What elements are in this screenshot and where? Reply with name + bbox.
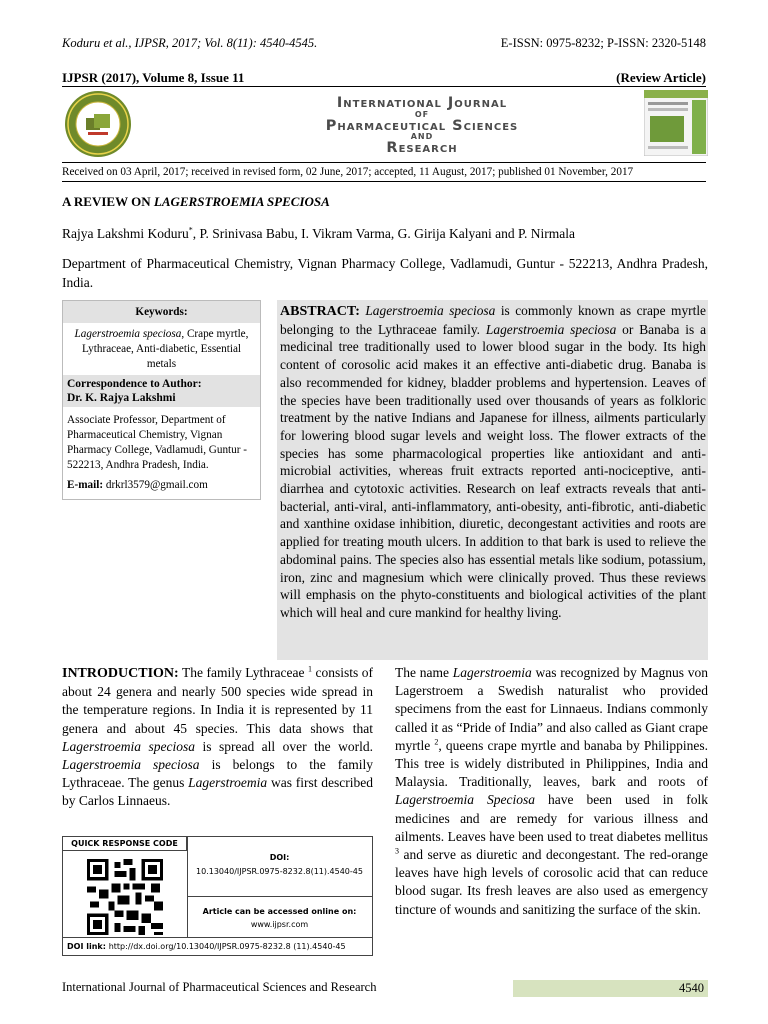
access-url-link[interactable]: www.ijpsr.com <box>250 920 309 929</box>
affiliation: Department of Pharmaceutical Chemistry, Vignan Pharmacy College, Vadlamudi, Guntur - 522213, Andhra Pradesh, India. <box>62 256 708 290</box>
journal-cover-icon <box>644 90 708 156</box>
doi-link[interactable]: http://dx.doi.org/10.13040/IJPSR.0975-8232.8 (11).4540-45 <box>108 942 346 951</box>
doi-link-row: DOI link: http://dx.doi.org/10.13040/IJPSR.0975-8232.8 (11).4540-45 <box>63 937 372 955</box>
correspondence-address: Associate Professor, Department of Pharmaceutical Chemistry, Vignan Pharmacy College, Vadlamudi, Guntur - 522213, Andhra Pradesh, India. <box>67 414 247 471</box>
issn: E-ISSN: 0975-8232; P-ISSN: 2320-5148 <box>500 36 706 50</box>
issue-line <box>62 70 706 86</box>
doi-cell: DOI: 10.13040/IJPSR.0975-8232.8(11).4540-45 <box>187 837 372 897</box>
page-number: 4540 <box>513 980 708 997</box>
correspondence-email: E-mail: drkrl3579@gmail.com <box>67 479 208 491</box>
right-column-text: The name Lagerstroemia was recognized by Magnus von Lagerstroem a Swedish naturalist who provided specimens from the east for Linnaeus. Indians commonly called it as “Pride of India” and also called as Giant crape myrtle $^2$, queens crape myrtle and banaba by Philippines. This tree is widely distributed in Philippines, India and Malaysia. Traditionally, leaves, bark and roots of Lagerstroemia Speciosa have been used in folk medicines and are remedy for various illness and ailments. Leaves have been used to treat diabetes mellitus $^3$ and serve as diuretic and decongestant. The red-orange leaves have high levels of corosolic acid that can reduce blood sugar. Its fresh leaves are also used as emergency tincture of wounds and sanitizing the surface of the skin. <box>395 665 708 917</box>
received-dates: Received on 03 April, 2017; received in revised form, 02 June, 2017; accepted, 11 August, 2017; published 01 November, 2017 <box>62 166 634 178</box>
correspondence-heading: Correspondence to Author: Dr. K. Rajya Lakshmi <box>63 375 260 407</box>
introduction-section: INTRODUCTION: The family Lythraceae $^1$ consists of about 24 genera and nearly 500 species wide spread in the temperature regions. In India it is represented by 11 genera and about 45 species. This data shows that Lagerstroemia speciosa is spread all over the world. Lagerstroemia speciosa is belongs to the family Lythraceae. The genus Lagerstroemia was first described by Carlos Linnaeus. <box>62 664 374 809</box>
keywords-panel <box>62 300 261 500</box>
email-link[interactable]: drkrl3579@gmail.com <box>105 479 208 491</box>
doi-value: 10.13040/IJPSR.0975-8232.8(11).4540-45 <box>196 867 363 876</box>
journal-banner <box>62 88 708 160</box>
journal-name: International Journal OF Pharmaceutical Sciences AND Research <box>325 95 519 156</box>
banner-rule <box>62 162 706 163</box>
access-cell: Article can be accessed online on: www.ijpsr.com <box>187 897 372 937</box>
abstract-panel: ABSTRACT: Lagerstroemia speciosa is commonly known as crape myrtle belonging to the Lythraceae family. Lagerstroemia speciosa or Banaba is a medicinal tree traditionally used to lower blood sugar in the body. Its high content of corosolic acid makes it an effective anti-diabetic drug. Banaba is also recommended for kidney, bladder problems and hypertension. Leaves of the species have been traditionally used over thousands of years as folkloric treatment by the native Indians and Japanese for illness, ailments particularly for lowering blood sugar levels and weight loss. The flower extracts of the species has some pharmacological properties like antioxidant and anti-microbial activities, whereas fruit extracts reported anti-nociceptive, anti-diarrhea and cytotoxic activities. Research on leaf extracts reveals that anti-bacterial, anti-viral, anti-inflammatory, anti-obesity, anti-fibrotic, anti-diabetic and xanthine oxidase inhibition, diuretic, decongestant activities and roots are applied for treating mouth ulcers. In addition to that bark is used to relieve the abdominal pains. The species also has essential metals like sodium, potassium, iron, zinc and magnesium which were clinically proved. Thus these reviews will emphasis on the phyto-constituents and biological activities of the plant which will heal and cure mankind for healthy living. <box>277 300 708 660</box>
footer-journal: International Journal of Pharmaceutical Sciences and Research <box>62 980 377 994</box>
qr-heading: QUICK RESPONSE CODE <box>63 837 187 851</box>
header-rule <box>62 86 706 87</box>
issue-label: IJPSR (2017), Volume 8, Issue 11 <box>62 70 245 85</box>
citation: Koduru et al., IJPSR, 2017; Vol. 8(11): 4540-4545. <box>62 36 318 50</box>
journal-seal-icon <box>64 90 132 158</box>
received-rule <box>62 181 706 182</box>
author-list: Rajya Lakshmi Koduru*, P. Srinivasa Babu, I. Vikram Varma, G. Girija Kalyani and P. Nirmala <box>62 225 575 241</box>
keywords-list: Lagerstroemia speciosa, Crape myrtle, Lythraceae, Anti-diabetic, Essential metals <box>74 328 249 370</box>
keywords-heading: Keywords: <box>63 301 260 323</box>
qr-code-icon[interactable] <box>87 859 163 935</box>
quick-response-box <box>62 836 373 956</box>
article-type: (Review Article) <box>616 70 706 85</box>
article-title: A REVIEW ON LAGERSTROEMIA SPECIOSA <box>62 194 330 209</box>
